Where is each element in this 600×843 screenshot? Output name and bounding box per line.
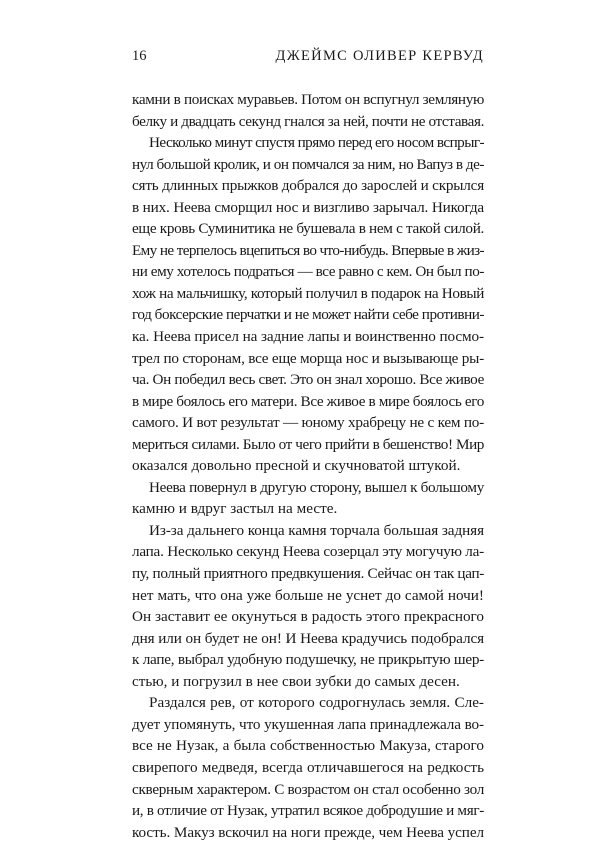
text-line: стью, и погрузил в нее свои зубки до самых десен.	[132, 672, 460, 690]
text-line: Несколько минут спустя прямо перед его носом вспрыг-	[149, 134, 484, 152]
text-line: дня или он будет не он! И Неева крадучись подобрался	[132, 629, 484, 647]
text-line: камню и вдруг застыл на месте.	[132, 500, 338, 518]
text-line: камни в поисках муравьев. Потом он вспугнул земляную	[132, 91, 484, 108]
text-line: еще кровь Суминитика не бушевала в нем с такой силой.	[132, 220, 485, 238]
text-line: скверным характером. С возрастом он стал особенно зол	[132, 780, 484, 798]
text-line: Он заставит ее окунуться в радость этого прекрасного	[132, 608, 484, 626]
text-line: пу, полный приятного предвкушения. Сейчас он так цап-	[132, 565, 484, 583]
text-line: сять длинных прыжков добрался до зарослей и скрылся	[132, 177, 484, 195]
text-line: мериться силами. Было от чего прийти в бешенство! Мир	[132, 435, 484, 453]
text-line: ни ему хотелось подраться — все равно с кем. Он был по-	[132, 263, 484, 281]
text-line: все не Нузак, а была собственностью Макуза, старого	[132, 737, 484, 755]
text-line: самого. И вот результат — юному храбрецу не с кем по-	[132, 414, 484, 432]
body-text	[132, 89, 484, 843]
text-line: кость. Макуз вскочил на ноги прежде, чем Неева успел	[132, 823, 484, 841]
text-line: в мире боялось его матери. Все живое в мире боялось его	[132, 392, 484, 410]
text-line: белку и двадцать секунд гнался за ней, почти не отставая.	[132, 112, 484, 130]
running-head: ДЖЕЙМС ОЛИВЕР КЕРВУД	[275, 48, 484, 64]
text-line: дует упомянуть, что укушенная лапа принадлежала во-	[132, 715, 484, 733]
text-line: и, в отличие от Нузак, утратил всякое добродушие и мяг-	[132, 802, 484, 820]
page-header	[132, 48, 484, 70]
text-line: трел по сторонам, все еще морща нос и вызывающе ры-	[132, 349, 484, 367]
text-line: год боксерские перчатки и не может найти себе противни-	[132, 306, 484, 324]
text-line: Из-за дальнего конца камня торчала большая задняя	[149, 521, 484, 539]
text-line: оказался довольно пресной и скучноватой штукой.	[132, 457, 461, 475]
page-number: 16	[132, 48, 147, 64]
text-line: к лапе, выбрал удобную подушечку, не прикрытую шер-	[132, 651, 484, 669]
text-line: нул большой кролик, и он помчался за ним, но Вапуз в де-	[132, 155, 484, 173]
text-line: нет мать, что она уже больше не уснет до самой ночи!	[132, 586, 484, 604]
text-line: хож на мальчишку, который получил в подарок на Новый	[132, 284, 484, 302]
text-line: Раздался рев, от которого содрогнулась земля. Сле-	[149, 694, 484, 712]
text-line: ча. Он победил весь свет. Это он знал хорошо. Все живое	[132, 371, 484, 389]
text-line: Неева повернул в другую сторону, вышел к большому	[149, 478, 484, 496]
text-line: ка. Неева присел на задние лапы и воинственно посмо-	[132, 328, 484, 346]
text-line: свирепого медведя, всегда отличавшегося на редкость	[132, 758, 484, 776]
text-line: лапа. Несколько секунд Неева созерцал эту могучую ла-	[132, 543, 484, 561]
text-line: в них. Неева сморщил нос и визгливо зарычал. Никогда	[132, 198, 484, 216]
text-line: Ему не терпелось вцепиться во что-нибудь. Впервые в жиз-	[132, 241, 484, 259]
